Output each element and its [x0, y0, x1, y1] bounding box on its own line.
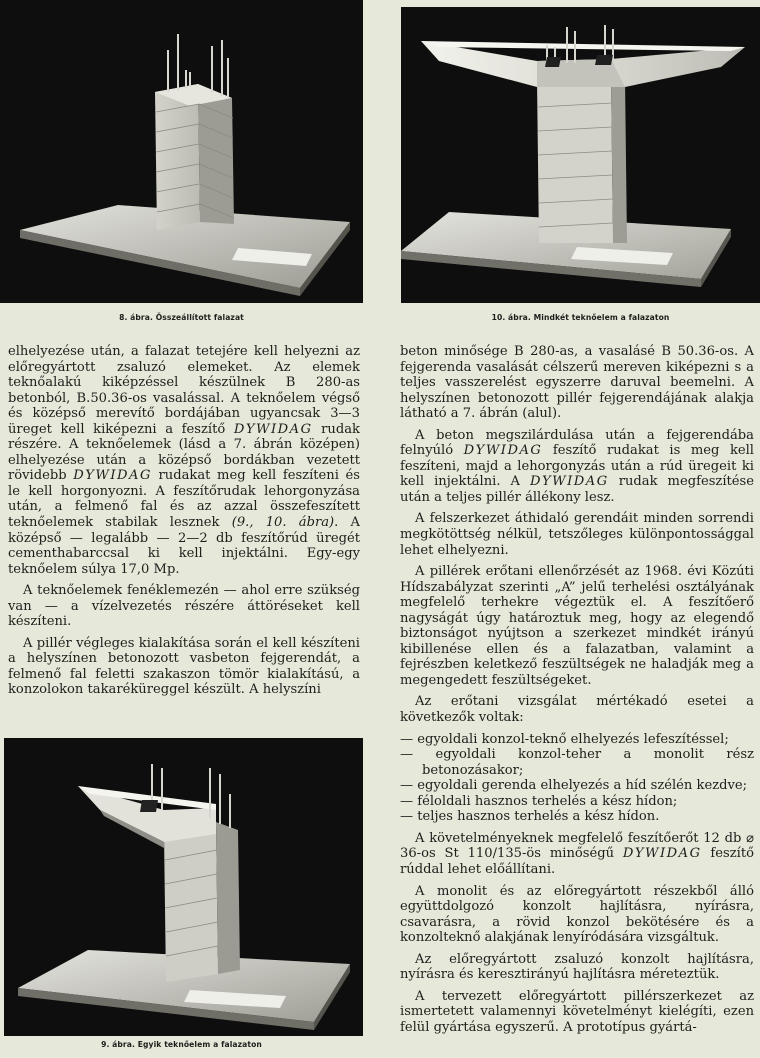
right-paragraph-1: beton minősége B 280-as, a vasalásé B 50.36-os. A fejgerenda vasalását célszerű mereven kiképezni s a teljes vasszerelést egyszerre daruval beemelni. A helyszínen betonozott pillér fejgerendájának alakja látható a 7. ábrán (alul). — [400, 344, 754, 422]
left-paragraph-2: A teknőelemek fenéklemezén — ahol erre szükség van — a vízelvezetés részére áttöréseket kell készíteni. — [8, 583, 360, 630]
right-paragraph-6: A követelményeknek megfelelő feszítőerőt 12 db ⌀ 36-os St 110/135-ös minőségű DYWIDAG feszítő rúddal lehet előállítani. — [400, 830, 754, 877]
right-paragraph-8: Az előregyártott zsaluzó konzolt hajlításra, nyírásra és keresztirányú hajlításra méreteztük. — [400, 951, 754, 983]
load-cases-list — [400, 732, 754, 825]
list-item: — féloldali hasznos terhelés a kész hídon; — [400, 793, 678, 809]
figure-9-caption: 9. ábra. Egyik teknőelem a falazaton — [101, 1040, 262, 1049]
left-text-column — [8, 344, 360, 704]
figure-10-photo — [401, 7, 760, 303]
figure-9-photo — [4, 738, 363, 1036]
figure-8-photo — [0, 0, 363, 303]
right-paragraph-4: A pillérek erőtani ellenőrzését az 1968. évi Közúti Hídszabályzat szerinti „A” jelű terhelési osztályának megfelelő terhekre végeztük el. A feszítőerő nagyságát úgy határoztuk meg, hogy az elegendő biztonságot nyújtson a szerkezet mindkét irányú kibillenése ellen és a falazatban, valamint a fejrészben keletkező feszültségek ne haladják meg a megengedett feszültségeket. — [400, 564, 754, 688]
right-paragraph-3: A felszerkezet áthidaló gerendáit minden sorrendi megkötöttség nélkül, tetszőleges különpontossággal lehet elhelyezni. — [400, 511, 754, 558]
right-paragraph-2: A beton megszilárdulása után a fejgerendába felnyúló DYWIDAG feszítő rudakat is meg kell feszíteni, majd a lehorgonyzás után a rúd üregeit ki kell injektálni. A DYWIDAG rudak megfeszítése után a teljes pillér állékony lesz. — [400, 427, 754, 505]
left-paragraph-3: A pillér végleges kialakítása során el kell készíteni a helyszínen betonozott vasbeton fejgerendát, a felmenő fal feletti szakaszon tömör kialakítású, a konzolokon takaréküreggel készült. A helyszíni — [8, 635, 360, 698]
right-text-column — [400, 344, 754, 1041]
list-item: — egyoldali gerenda elhelyezés a híd szélén kezdve; — [400, 778, 748, 794]
figure-10-caption: 10. ábra. Mindkét teknőelem a falazaton — [491, 313, 670, 322]
right-paragraph-9: A tervezett előregyártott pillérszerkezet az ismertetett valamennyi követelményt kielégíti, ezen felül gyártása egyszerű. A prototípus gyártá- — [400, 988, 754, 1035]
list-item: — egyoldali konzol-teher a monolit rész betonozásakor; — [400, 747, 754, 778]
list-item: — egyoldali konzol-teknő elhelyezés lefeszítéssel; — [400, 731, 729, 747]
list-item: — teljes hasznos terhelés a kész hídon. — [400, 809, 660, 825]
figure-8-caption: 8. ábra. Összeállított falazat — [119, 313, 244, 322]
left-paragraph-1: elhelyezése után, a falazat tetejére kell helyezni az előregyártott zsaluzó elemeket. Az elemek teknőalakú kiképzéssel készülnek B 280-as betonból, B.50.36-os vasalással. A teknőelem végső és középső merevítő bordájában ugyancsak 3—3 üreget kell kiképezni a feszítő DYWIDAG rudak részére. A teknőelemek (lásd a 7. ábrán középen) elhelyezése után a középső bordákban vezetett rövidebb DYWIDAG rudakat meg kell feszíteni és le kell horgonyozni. A feszítőrudak lehorgonyzása után, a felmenő fal és az azzal összefeszített teknőelemek stabilak lesznek (9., 10. ábra). A középső — legalább — 2—2 db feszítőrúd üregét cementhabarccsal ki kell injektálni. Egy-egy teknőelem súlya 17,0 Mp. — [8, 344, 360, 577]
right-paragraph-7: A monolit és az előregyártott részekből álló együttdolgozó konzolt hajlításra, nyírásra, csavarásra, a rövid konzol bekötésére és a konzolteknő alakjának lenyíródására vizsgáltuk. — [400, 883, 754, 946]
right-paragraph-5: Az erőtani vizsgálat mértékadó esetei a következők voltak: — [400, 694, 754, 726]
